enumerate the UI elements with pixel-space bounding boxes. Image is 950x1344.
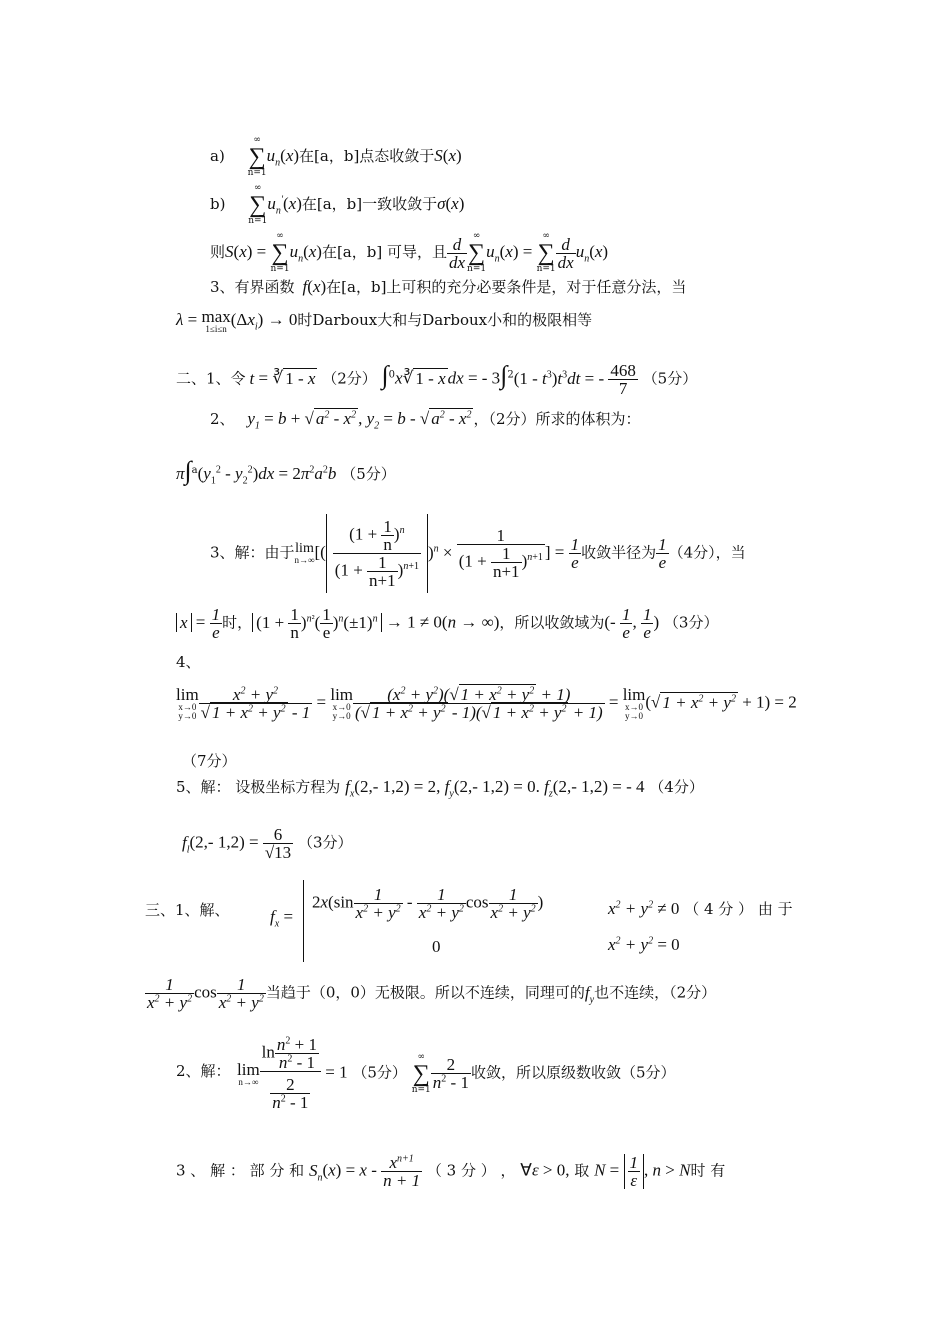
text-s2-3-rest2: （4分），当 (668, 543, 746, 562)
lim-expression: lim n→∞ (294, 541, 315, 565)
points-label: （5分） (352, 1063, 407, 1082)
line-b: b) ∞ ∑ n=1 $u_n'(x)$在[a，b]一致收敛于σ(x) (210, 183, 465, 226)
text-s2-1: 二、1、令 (176, 369, 246, 388)
line-s3-2-label (176, 1064, 231, 1079)
fraction: $\frac{1}{e}$ (570, 535, 580, 572)
text-a: 在[a，b]点态收敛于 (299, 147, 435, 165)
fraction: $\frac{1}{x^2 + y^2}$ (218, 975, 264, 1012)
line-s2-4-formula: lim x→0 y→0 $\frac{x^2 + y^2}{√ 1 + x^2 + y^2 - 1}$ = lim x→0 y→0 $\frac{(x^2 + y^2)(√ 1 + x^2 + y^2 + 1)}{(√ 1 + x^2 + y^2 - 1)(√ 1 + x^2 + y^2 + 1)}$ = lim x→0 y→0 (√ $1 + x^2 + y^2 + 1) = 2$ (176, 685, 797, 722)
text-s2-3-rest1: 收敛半径为 (581, 543, 657, 562)
label-b: b) (210, 195, 226, 213)
line-s3-3: 3 、 解 ： 部 分 和 $S_n(x) = x$ - $\frac{x^{n+1}}{n + 1}$ （ 3 分 ） ， ∀ε > 0, 取 N = $\frac{1}{\varepsilon}$ , n > N时 有 (176, 1153, 726, 1190)
fraction: $\frac{1}{e}$ (658, 535, 667, 572)
line-s3-1-head (145, 903, 230, 918)
fraction: $\frac{x^2 + y^2}{√ 1 + x^2 + y^2 - 1}$ (200, 685, 311, 722)
fraction: $\frac{1}{e}$ (211, 605, 221, 642)
fraction: $\frac{1}{e}$ (621, 605, 631, 642)
text-lambda-rest: 时Darboux大和与Darboux小和的极限相等 (297, 311, 593, 329)
line-s3-1b: $\frac{1}{x^2 + y^2}$ cos $\frac{1}{x^2 + y^2}$ 当趋于（0，0）无极限。所以不连续，同理可的$f_y$也不连续，（2分） (147, 975, 717, 1012)
line-s3-1-cond2: $x^2 + y^2 = 0$ (608, 935, 680, 954)
points-label: （2分） (322, 369, 377, 388)
points-label: （7分） (182, 752, 237, 770)
line-s2-3: 3、解：由于 lim n→∞ [( (1 + $\frac{1}{n}$ )$^n$ (1 + $\frac{1}{n+1}$ )$^{n+1}$ )$^n$ × 1 (1 + $\frac{1}{n+1}$ )$^{n+1}$ ] = $\frac{1}{e}$ 收敛半径为 $\frac{1}{e}$ （4分），当 (210, 514, 746, 593)
text-b: 在[a，b]一致收敛于 (301, 195, 438, 213)
sum-symbol: ∞ ∑ n=1 (467, 231, 487, 274)
line-q3: 3、有界函数 f(x)在[a，b]上可积的充分必要条件是，对于任意分法，当 (210, 277, 687, 296)
points-label: （4分） (649, 778, 704, 796)
fraction: $\frac{2}{n^2 - 1}$ (432, 1055, 469, 1092)
text-s3-1-line2b: 也不连续，（2分） (594, 983, 717, 1002)
fraction: ln $\frac{n^2 + 1}{n^2 - 1}$ $\frac{2}{n^2 - 1}$ (260, 1036, 321, 1111)
line-s2-5b: $f_l(2,-$ 1,2) = $\frac{6}{√13}$ （3分） (182, 825, 353, 862)
fraction: $\frac{6}{√13}$ (264, 825, 292, 862)
line-s2-3b: x = $\frac{1}{e}$ 时， (1 + $\frac{1}{n}$ )$^{n^2}$( $\frac{1}{e}$ )$^n(\pm 1)^n \to 1 \ne 0(n$ → ∞)，所以收敛域为(- $\frac{1}{e}$ , $\frac{1}{e}$ ) （3分） (176, 606, 718, 641)
sum-symbol: ∞ ∑ n=1 (411, 1051, 431, 1095)
fraction: $\frac{d}{dx}$ (448, 234, 466, 272)
text-s3-1: 三、1、解、 (145, 901, 230, 919)
fraction: $\frac{1}{e}$ (642, 605, 652, 642)
line-s2-1: 二、1、令 t = ∛ 1 - x （2分） ∫$^0$x∛ 1 - x dx = - $3\int^2(1 - t^3)t^3dt$ = - $\frac{468}{7}$ （5分） (176, 360, 698, 398)
fraction: $\frac{1}{\varepsilon}$ (629, 1153, 638, 1190)
text-then: 则 (210, 243, 226, 261)
fx-symbol: $f_x$ = (270, 907, 294, 930)
points-label: （ 3 分 ） ， (426, 1161, 516, 1180)
text-s2-5: 5、解： 设极坐标方程为 (176, 778, 341, 796)
lim-expression: lim x→0 y→0 (176, 685, 199, 721)
fraction: $\frac{x^{n+1}}{n + 1}$ (383, 1153, 421, 1190)
max-expression: max 1≤i≤n (201, 307, 231, 334)
piecewise-brace (303, 880, 304, 962)
text-then-mid: 在[a，b] 可导，且 (321, 243, 447, 261)
fraction: $\frac{d}{dx}$ (557, 234, 574, 272)
line-a: a) ∞ ∑ n=1 $u_n(x)$在[a，b]点态收敛于S(x) (210, 135, 462, 178)
sum-symbol: ∞ ∑ n=1 (247, 135, 267, 178)
line-s3-1-case2: 0 (432, 937, 441, 956)
fraction: $\frac{(x^2 + y^2)(√ 1 + x^2 + y^2 + 1)}{(√ 1 + x^2 + y^2 - 1)(√ 1 + x^2 + y^2 + 1)}$ (355, 685, 603, 722)
line-s3-1-cond1: $x^2 + y^2 \ne 0$ （ 4 分 ） 由 于 (608, 899, 793, 918)
fraction: $\frac{1}{x^2 + y^2}$ (490, 885, 536, 922)
points-label: （ 4 分 ） 由 于 (684, 900, 793, 918)
text-s3-1-line2: 当趋于（0，0）无极限。所以不连续，同理可的 (265, 983, 585, 1002)
line-s2-2: 2、 $y_1 = b$ + √ $a^2 - x^2$ , $y_2 = b$ - √ $a^2 - x^2$ ，（2分）所求的体积为： (210, 409, 641, 432)
text-s2-2: 2、 (210, 410, 235, 428)
text-s3-2-rest: 收敛，所以原级数收敛（5分） (470, 1063, 676, 1082)
text-q3-rest: 在[a，b]上可积的充分必要条件是，对于任意分法，当 (326, 278, 687, 296)
label-a: a) (210, 147, 225, 165)
text-s2-4: 4、 (176, 653, 201, 671)
line-s2-4-pts (182, 754, 237, 769)
points-label: （3分） (663, 613, 719, 632)
line-s2-2b: $\pi\int^a(y_1^2 - y_2^2)dx = 2\pi^2a^2b$ （5分） (176, 456, 396, 487)
fraction: $\frac{1}{x^2 + y^2}$ (147, 975, 193, 1012)
text-s2-3-line2b: ，所以收敛域为 (499, 613, 605, 632)
fraction: $\frac{1}{x^2 + y^2}$ (355, 885, 401, 922)
fraction: (1 + $\frac{1}{n}$ )$^n$ (1 + $\frac{1}{n+1}$ )$^{n+1}$ (334, 517, 419, 590)
fraction: $\frac{468}{7}$ (610, 361, 636, 398)
text-s2-2-rest: ，（2分）所求的体积为： (473, 410, 641, 428)
text-s3-3-take: 取 (574, 1161, 590, 1180)
line-s3-2-formula: lim n→∞ ln $\frac{n^2 + 1}{n^2 - 1}$ $\frac{2}{n^2 - 1}$ = 1 （5分） ∞ ∑ n=1 $\frac{2}{n^2 - 1}$ 收敛，所以原级数收敛（5分） (237, 1035, 676, 1112)
points-label: （3分） (297, 833, 353, 852)
line-s3-1-case1: 2x(sin $\frac{1}{x^2 + y^2}$ - $\frac{1}{x^2 + y^2}$ cos $\frac{1}{x^2 + y^2}$ ) (312, 885, 544, 922)
fraction: 1 (1 + $\frac{1}{n+1}$ )$^{n+1}$ (458, 526, 543, 581)
lim-expression: lim x→0 y→0 (622, 685, 646, 721)
line-s2-4 (176, 655, 201, 670)
lim-expression: lim x→0 y→0 (330, 685, 354, 721)
text-s3-2: 2、解： (176, 1062, 231, 1080)
sum-symbol: ∞ ∑ n=1 (536, 231, 556, 274)
text-q3: 3、有界函数 (210, 278, 295, 296)
text-s3-3-end: 时 有 (690, 1161, 726, 1180)
line-lambda: λ = max 1≤i≤n $(\Delta x_i) \to 0$时Darboux大和与Darboux小和的极限相等 (176, 307, 593, 334)
fraction: $\frac{1}{x^2 + y^2}$ (418, 885, 464, 922)
points-label: （5分） (341, 465, 396, 483)
line-s2-5: 5、解： 设极坐标方程为 $f_x(2,-$ 1,2) = 2, $f_y(2,-$ 1,2) = 0. $f_z(2,-$ 1,2) = - 4 （4分） (176, 777, 704, 800)
text-s3-3: 3 、 解 ： 部 分 和 (176, 1161, 305, 1180)
text-s2-3-line2a: 时， (222, 613, 253, 632)
text-s2-3: 3、解：由于 (210, 543, 295, 562)
points-label: （5分） (642, 369, 698, 388)
sum-symbol: ∞ ∑ n=1 (248, 183, 268, 226)
sum-symbol: ∞ ∑ n=1 (270, 231, 290, 274)
line-then: 则S(x) = ∞ ∑ n=1 $u_n(x)$在[a，b] 可导，且 $\frac{d}{dx}$ ∞ ∑ n=1 $u_n(x)$ = ∞ ∑ n=1 $\frac{d}{dx}$ $u_n(x)$ (210, 231, 609, 274)
lim-expression: lim n→∞ (237, 1059, 260, 1087)
